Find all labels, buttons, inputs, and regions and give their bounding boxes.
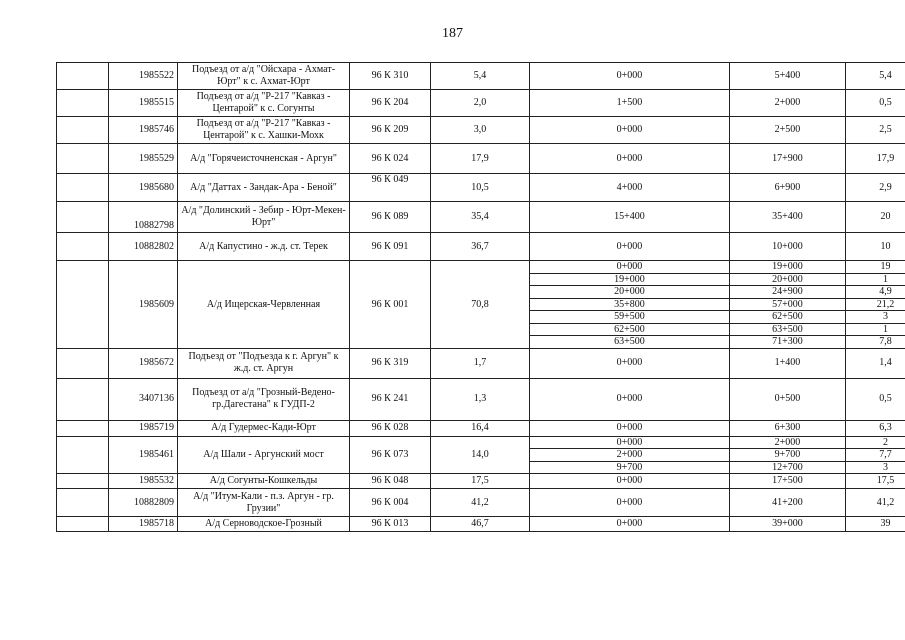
road-name-cell: А/д Серноводское-Грозный — [178, 517, 350, 532]
segment-start-cell: 0+000 — [530, 261, 730, 274]
segment-start-cell: 9+700 — [530, 461, 730, 474]
segment-start-cell: 15+400 — [530, 202, 730, 233]
segment-end-cell: 2+500 — [730, 117, 846, 144]
segment-end-cell: 35+400 — [730, 202, 846, 233]
segment-end-cell: 39+000 — [730, 517, 846, 532]
road-name-cell: Подъезд от а/д "Р-217 "Кавказ - Центарой" к с. Согунты — [178, 90, 350, 117]
blank-cell — [57, 517, 109, 532]
segment-start-cell: 0+000 — [530, 378, 730, 420]
segment-end-cell: 63+500 — [730, 323, 846, 336]
road-code-cell: 96 К 024 — [350, 144, 431, 174]
segment-start-cell: 0+000 — [530, 144, 730, 174]
road-name-cell: А/д "Долинский - Зебир - Юрт-Мекен-Юрт" — [178, 202, 350, 233]
segment-length-cell: 1,4 — [846, 348, 905, 378]
road-length-cell: 70,8 — [431, 261, 530, 349]
road-id-cell: 1985746 — [109, 117, 178, 144]
road-length-cell: 17,9 — [431, 144, 530, 174]
road-id-cell: 1985515 — [109, 90, 178, 117]
blank-cell — [57, 90, 109, 117]
table-row — [57, 378, 905, 420]
table-row — [57, 117, 905, 144]
segment-start-cell: 4+000 — [530, 174, 730, 202]
segment-length-cell: 2,9 — [846, 174, 905, 202]
segment-end-cell: 6+300 — [730, 420, 846, 436]
blank-cell — [57, 202, 109, 233]
road-length-cell: 2,0 — [431, 90, 530, 117]
segment-end-cell: 0+500 — [730, 378, 846, 420]
blank-cell — [57, 378, 109, 420]
road-name-cell: А/д Ищерская-Червленная — [178, 261, 350, 349]
road-name-cell: А/д Согунты-Кошкельды — [178, 474, 350, 489]
blank-cell — [57, 348, 109, 378]
blank-cell — [57, 63, 109, 90]
road-length-cell: 3,0 — [431, 117, 530, 144]
road-length-cell: 1,7 — [431, 348, 530, 378]
segment-end-cell: 10+000 — [730, 233, 846, 261]
table-row — [57, 348, 905, 378]
road-name-cell: А/д "Итум-Кали - п.з. Аргун - гр. Грузии" — [178, 489, 350, 517]
road-length-cell: 36,7 — [431, 233, 530, 261]
segment-length-cell: 0,5 — [846, 90, 905, 117]
road-id-cell: 10882798 — [109, 202, 178, 233]
road-code-cell: 96 К 204 — [350, 90, 431, 117]
road-code-cell: 96 К 319 — [350, 348, 431, 378]
road-name-cell: А/д Капустино - ж.д. ст. Терек — [178, 233, 350, 261]
table-row — [57, 90, 905, 117]
road-id-cell: 3407136 — [109, 378, 178, 420]
blank-cell — [57, 436, 109, 474]
blank-cell — [57, 117, 109, 144]
table-body — [57, 63, 905, 532]
table-row — [57, 63, 905, 90]
segment-length-cell: 17,5 — [846, 474, 905, 489]
segment-length-cell: 19 — [846, 261, 905, 274]
road-name-cell: Подъезд от "Подъезда к г. Аргун" к ж.д. ст. Аргун — [178, 348, 350, 378]
road-code-cell: 96 К 001 — [350, 261, 431, 349]
segment-start-cell: 0+000 — [530, 474, 730, 489]
road-id-cell: 1985609 — [109, 261, 178, 349]
road-id-cell: 1985461 — [109, 436, 178, 474]
segment-end-cell: 5+400 — [730, 63, 846, 90]
road-id-cell: 1985522 — [109, 63, 178, 90]
road-name-cell: Подъезд от а/д "Р-217 "Кавказ - Центарой" к с. Хашки-Мохк — [178, 117, 350, 144]
table-row — [57, 474, 905, 489]
segment-end-cell: 6+900 — [730, 174, 846, 202]
road-length-cell: 41,2 — [431, 489, 530, 517]
road-length-cell: 46,7 — [431, 517, 530, 532]
road-code-cell: 96 К 241 — [350, 378, 431, 420]
segment-start-cell: 63+500 — [530, 336, 730, 349]
table-row — [57, 436, 905, 449]
segment-start-cell: 35+800 — [530, 298, 730, 311]
segment-length-cell: 20 — [846, 202, 905, 233]
road-code-cell: 96 К 048 — [350, 474, 431, 489]
table-row — [57, 517, 905, 532]
road-length-cell: 5,4 — [431, 63, 530, 90]
segment-length-cell: 41,2 — [846, 489, 905, 517]
segment-start-cell: 2+000 — [530, 449, 730, 462]
segment-end-cell: 20+000 — [730, 273, 846, 286]
road-id-cell: 1985719 — [109, 420, 178, 436]
segment-length-cell: 1 — [846, 273, 905, 286]
segment-start-cell: 0+000 — [530, 233, 730, 261]
road-name-cell: Подъезд от а/д "Грозный-Ведено-гр.Дагестана" к ГУДП-2 — [178, 378, 350, 420]
table-row — [57, 261, 905, 274]
road-name-cell: Подъезд от а/д "Ойсхара - Ахмат-Юрт" к с. Ахмат-Юрт — [178, 63, 350, 90]
segment-length-cell: 3 — [846, 311, 905, 324]
road-id-cell: 1985532 — [109, 474, 178, 489]
segment-length-cell: 17,9 — [846, 144, 905, 174]
road-code-cell: 96 К 089 — [350, 202, 431, 233]
road-code-cell: 96 К 028 — [350, 420, 431, 436]
segment-end-cell: 62+500 — [730, 311, 846, 324]
blank-cell — [57, 233, 109, 261]
table-row — [57, 202, 905, 233]
segment-end-cell: 71+300 — [730, 336, 846, 349]
road-id-cell: 1985529 — [109, 144, 178, 174]
road-id-cell: 1985680 — [109, 174, 178, 202]
segment-end-cell: 1+400 — [730, 348, 846, 378]
segment-end-cell: 24+900 — [730, 286, 846, 299]
road-id-cell: 10882802 — [109, 233, 178, 261]
segment-length-cell: 5,4 — [846, 63, 905, 90]
segment-end-cell: 12+700 — [730, 461, 846, 474]
segment-length-cell: 4,9 — [846, 286, 905, 299]
road-code-cell: 96 К 004 — [350, 489, 431, 517]
segment-start-cell: 0+000 — [530, 436, 730, 449]
blank-cell — [57, 174, 109, 202]
segment-length-cell: 1 — [846, 323, 905, 336]
road-name-cell: А/д Шали - Аргунский мост — [178, 436, 350, 474]
road-code-cell: 96 К 310 — [350, 63, 431, 90]
segment-length-cell: 10 — [846, 233, 905, 261]
blank-cell — [57, 474, 109, 489]
road-length-cell: 16,4 — [431, 420, 530, 436]
segment-length-cell: 0,5 — [846, 378, 905, 420]
blank-cell — [57, 261, 109, 349]
blank-cell — [57, 489, 109, 517]
segment-start-cell: 59+500 — [530, 311, 730, 324]
segment-length-cell: 7,7 — [846, 449, 905, 462]
table-row — [57, 233, 905, 261]
segment-start-cell: 0+000 — [530, 117, 730, 144]
road-code-cell: 96 К 209 — [350, 117, 431, 144]
segment-end-cell: 41+200 — [730, 489, 846, 517]
page-number: 187 — [442, 26, 463, 41]
segment-start-cell: 19+000 — [530, 273, 730, 286]
segment-start-cell: 20+000 — [530, 286, 730, 299]
road-code-cell: 96 К 073 — [350, 436, 431, 474]
segment-length-cell: 2,5 — [846, 117, 905, 144]
road-length-cell: 17,5 — [431, 474, 530, 489]
segment-length-cell: 21,2 — [846, 298, 905, 311]
segment-start-cell: 0+000 — [530, 348, 730, 378]
road-name-cell: А/д Гудермес-Кади-Юрт — [178, 420, 350, 436]
road-length-cell: 1,3 — [431, 378, 530, 420]
road-code-cell: 96 К 049 — [350, 174, 431, 202]
road-name-cell: А/д "Даттах - Зандак-Ара - Беной" — [178, 174, 350, 202]
road-length-cell: 10,5 — [431, 174, 530, 202]
table-row — [57, 174, 905, 202]
segment-start-cell: 0+000 — [530, 420, 730, 436]
segment-end-cell: 2+000 — [730, 436, 846, 449]
road-id-cell: 10882809 — [109, 489, 178, 517]
segment-start-cell: 0+000 — [530, 63, 730, 90]
road-name-cell: А/д "Горячеисточненская - Аргун" — [178, 144, 350, 174]
segment-end-cell: 19+000 — [730, 261, 846, 274]
road-length-cell: 35,4 — [431, 202, 530, 233]
blank-cell — [57, 420, 109, 436]
road-id-cell: 1985718 — [109, 517, 178, 532]
segment-end-cell: 57+000 — [730, 298, 846, 311]
segment-start-cell: 1+500 — [530, 90, 730, 117]
segment-end-cell: 17+900 — [730, 144, 846, 174]
road-code-cell: 96 К 091 — [350, 233, 431, 261]
segment-end-cell: 17+500 — [730, 474, 846, 489]
segment-start-cell: 0+000 — [530, 517, 730, 532]
segment-length-cell: 6,3 — [846, 420, 905, 436]
blank-cell — [57, 144, 109, 174]
table-row — [57, 420, 905, 436]
road-code-cell: 96 К 013 — [350, 517, 431, 532]
segment-length-cell: 3 — [846, 461, 905, 474]
segment-end-cell: 2+000 — [730, 90, 846, 117]
road-id-cell: 1985672 — [109, 348, 178, 378]
segment-start-cell: 62+500 — [530, 323, 730, 336]
roads-table — [56, 62, 905, 532]
segment-end-cell: 9+700 — [730, 449, 846, 462]
table-row — [57, 144, 905, 174]
road-length-cell: 14,0 — [431, 436, 530, 474]
segment-length-cell: 7,8 — [846, 336, 905, 349]
segment-length-cell: 39 — [846, 517, 905, 532]
table-row — [57, 489, 905, 517]
segment-length-cell: 2 — [846, 436, 905, 449]
segment-start-cell: 0+000 — [530, 489, 730, 517]
